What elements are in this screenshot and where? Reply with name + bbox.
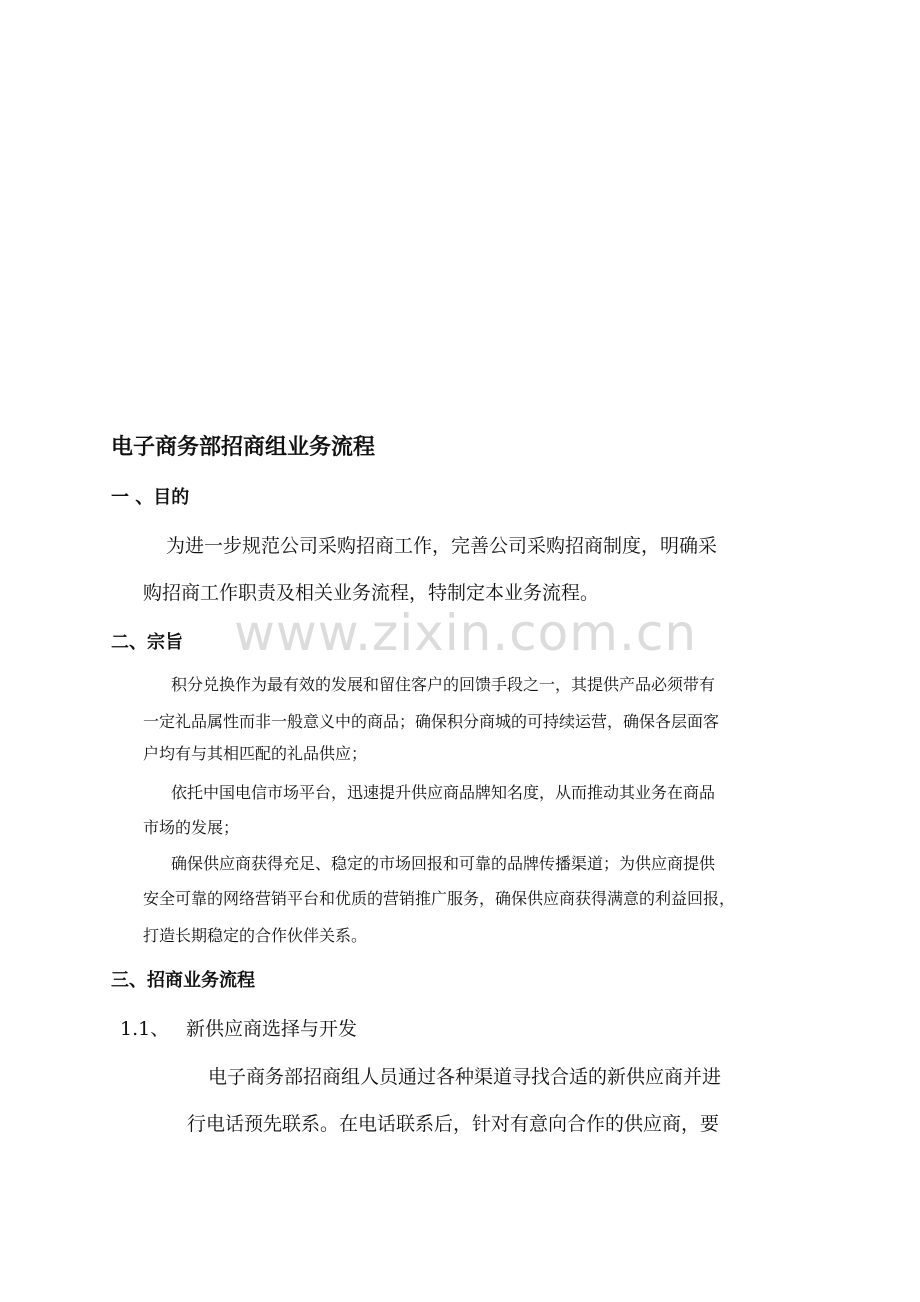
section1-line-1: 为进一步规范公司采购招商工作，完善公司采购招商制度，明确采	[166, 535, 718, 557]
document-title: 电子商务部招商组业务流程	[111, 434, 376, 460]
section2-line-3: 户均有与其相匹配的礼品供应；	[143, 744, 368, 763]
section2-line-8: 打造长期稳定的合作伙伴关系。	[143, 926, 368, 945]
section2-line-2: 一定礼品属性而非一般意义中的商品；确保积分商城的可持续运营，确保各层面客	[143, 712, 720, 731]
section2-line-1: 积分兑换作为最有效的发展和留住客户的回馈手段之一，其提供产品必须带有	[171, 675, 716, 694]
section3-sub1-number: 1.1、	[120, 1018, 170, 1040]
section2-line-7: 安全可靠的网络营销平台和优质的营销推广服务，确保供应商获得满意的利益回报，	[143, 889, 736, 908]
watermark: www.zixin.com.cn	[234, 604, 698, 662]
section2-line-4: 依托中国电信市场平台，迅速提升供应商品牌知名度，从而推动其业务在商品	[171, 783, 716, 802]
section2-line-6: 确保供应商获得充足、稳定的市场回报和可靠的品牌传播渠道；为供应商提供	[171, 854, 716, 873]
section2-line-5: 市场的发展；	[143, 818, 240, 837]
section3-sub1-line-2: 行电话预先联系。在电话联系后，针对有意向合作的供应商，要	[187, 1113, 720, 1135]
section3-heading: 三、招商业务流程	[111, 970, 255, 991]
section3-sub1-line-1: 电子商务部招商组人员通过各种渠道寻找合适的新供应商并进	[208, 1066, 722, 1088]
section2-heading: 二、宗旨	[111, 632, 183, 653]
section1-heading: 一 、目的	[111, 487, 190, 508]
section3-sub1-title: 新供应商选择与开发	[186, 1018, 358, 1040]
section1-line-2: 购招商工作职责及相关业务流程，特制定本业务流程。	[143, 582, 600, 604]
